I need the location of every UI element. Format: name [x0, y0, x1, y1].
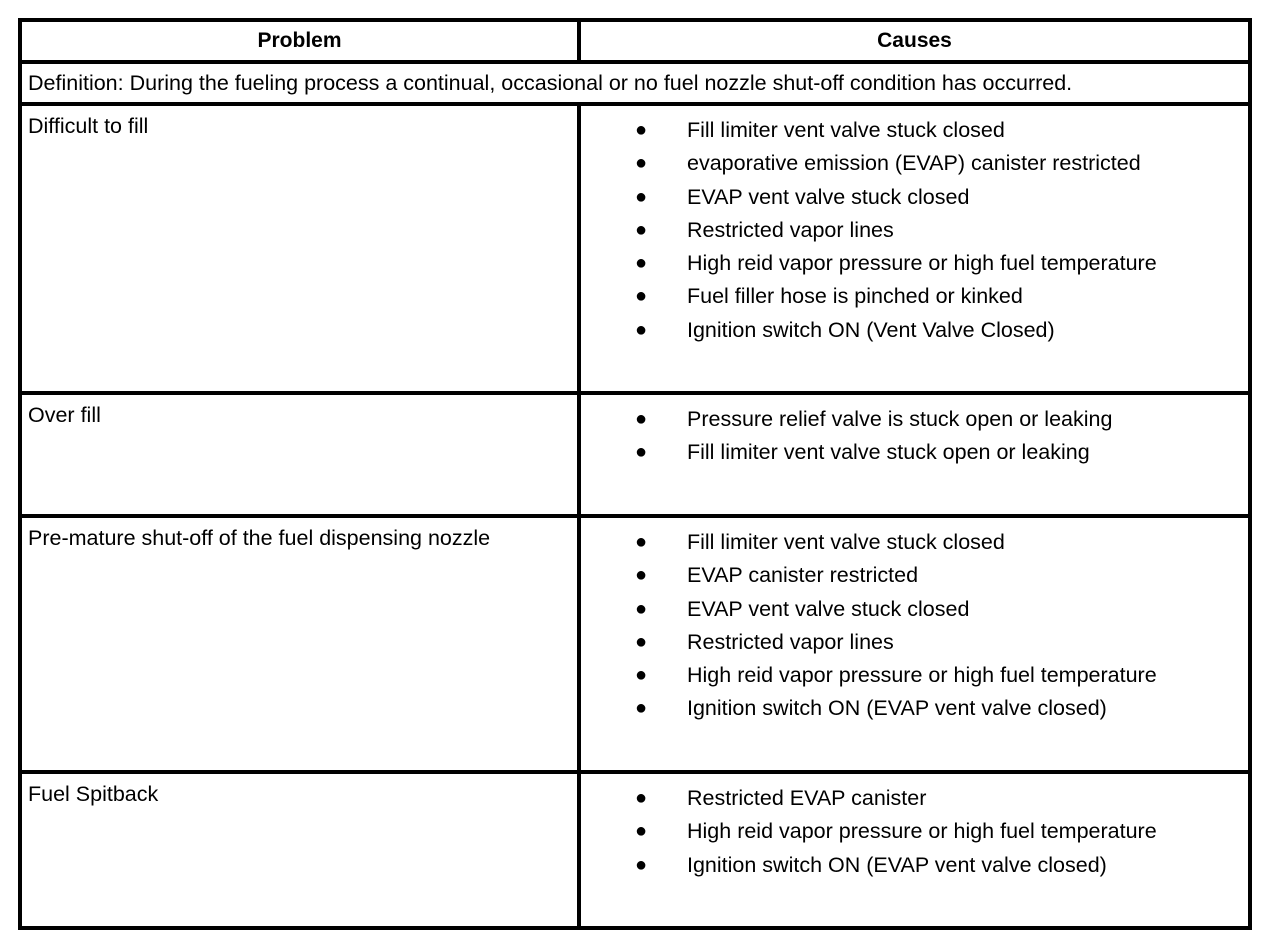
causes-list	[581, 518, 1248, 726]
table-row	[20, 772, 1250, 928]
causes-list	[581, 774, 1248, 882]
bullet-icon: ●	[635, 252, 648, 275]
cause-item: ● EVAP vent valve stuck closed	[581, 181, 1248, 214]
causes-cell	[579, 516, 1250, 772]
cause-item: ● Restricted vapor lines	[581, 626, 1248, 659]
problem-cell: Difficult to fill	[20, 104, 579, 393]
cause-item: ● Ignition switch ON (EVAP vent valve closed)	[581, 849, 1248, 882]
causes-cell	[579, 104, 1250, 393]
bullet-icon: ●	[635, 119, 648, 141]
table-row	[20, 393, 1250, 516]
bullet-icon: ●	[635, 697, 648, 720]
cause-item: ● Fill limiter vent valve stuck closed	[581, 114, 1248, 147]
bullet-icon: ●	[635, 318, 648, 341]
bullet-icon: ●	[635, 218, 648, 241]
problem-cell: Over fill	[20, 393, 579, 516]
cause-item: ● Pressure relief valve is stuck open or leaking	[581, 403, 1248, 436]
cause-item: ● Ignition switch ON (Vent Valve Closed)	[581, 314, 1248, 347]
cause-item: ● evaporative emission (EVAP) canister restricted	[581, 147, 1248, 180]
problem-cell: Fuel Spitback	[20, 772, 579, 928]
cause-item: ● Ignition switch ON (EVAP vent valve closed)	[581, 692, 1248, 725]
bullet-icon: ●	[635, 564, 648, 587]
bullet-icon: ●	[635, 664, 648, 687]
bullet-icon: ●	[635, 408, 648, 430]
table-row	[20, 104, 1250, 393]
cause-item: ● Fuel filler hose is pinched or kinked	[581, 280, 1248, 313]
table-header-row	[20, 20, 1250, 62]
causes-list	[581, 395, 1248, 470]
bullet-icon: ●	[635, 787, 648, 809]
problem-cell: Pre-mature shut-off of the fuel dispensing nozzle	[20, 516, 579, 772]
cause-item: ● Fill limiter vent valve stuck open or leaking	[581, 436, 1248, 469]
bullet-icon: ●	[635, 820, 648, 843]
cause-item: ● EVAP vent valve stuck closed	[581, 593, 1248, 626]
definition-row	[20, 62, 1250, 104]
cause-item: ● High reid vapor pressure or high fuel temperature	[581, 815, 1248, 848]
definition-text: Definition: During the fueling process a continual, occasional or no fuel nozzle shut-off condition has occurred.	[20, 62, 1250, 104]
causes-cell	[579, 772, 1250, 928]
bullet-icon: ●	[635, 531, 648, 553]
problem-column-header: Problem	[20, 20, 579, 62]
bullet-icon: ●	[635, 152, 648, 175]
bullet-icon: ●	[635, 597, 648, 620]
causes-list	[581, 106, 1248, 347]
bullet-icon: ●	[635, 853, 648, 876]
bullet-icon: ●	[635, 285, 648, 308]
cause-item: ● Restricted EVAP canister	[581, 782, 1248, 815]
cause-item: ● Fill limiter vent valve stuck closed	[581, 526, 1248, 559]
bullet-icon: ●	[635, 630, 648, 653]
cause-item: ● Restricted vapor lines	[581, 214, 1248, 247]
causes-column-header: Causes	[579, 20, 1250, 62]
diagnostic-table	[18, 18, 1252, 930]
bullet-icon: ●	[635, 441, 648, 464]
cause-item: ● High reid vapor pressure or high fuel temperature	[581, 247, 1248, 280]
cause-item: ● High reid vapor pressure or high fuel temperature	[581, 659, 1248, 692]
bullet-icon: ●	[635, 185, 648, 208]
causes-cell	[579, 393, 1250, 516]
table-row	[20, 516, 1250, 772]
cause-item: ● EVAP canister restricted	[581, 559, 1248, 592]
